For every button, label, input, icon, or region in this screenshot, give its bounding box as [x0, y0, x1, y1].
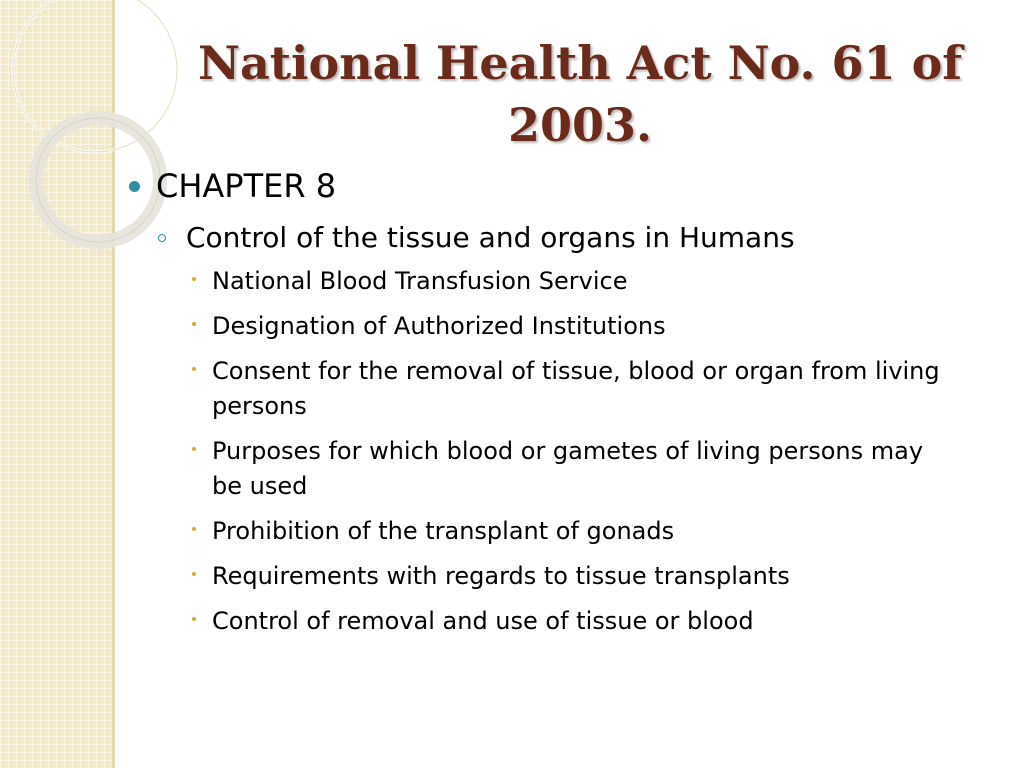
- title-line-2: 2003.: [507, 98, 653, 152]
- list-item: [122, 604, 982, 639]
- small-dot-bullet-icon: [192, 572, 196, 576]
- list-item-text: Consent for the removal of tissue, blood or organ from living persons: [212, 357, 940, 420]
- chapter-heading: CHAPTER 8: [156, 167, 337, 205]
- filled-circle-bullet-icon: [129, 181, 140, 192]
- list-item: [122, 354, 982, 424]
- subheading-text: Control of the tissue and organs in Humans: [186, 221, 795, 254]
- list-item: [122, 514, 982, 549]
- small-dot-bullet-icon: [192, 447, 196, 451]
- bullet-level2-subheading: [122, 218, 982, 258]
- small-dot-bullet-icon: [192, 527, 196, 531]
- small-dot-bullet-icon: [192, 322, 196, 326]
- list-item-text: Control of removal and use of tissue or blood: [212, 607, 754, 635]
- bullet-level1-chapter: [122, 164, 982, 208]
- list-item-text: Designation of Authorized Institutions: [212, 312, 666, 340]
- hollow-circle-bullet-icon: [158, 234, 166, 242]
- list-item-text: Purposes for which blood or gametes of living persons may be used: [212, 437, 924, 500]
- list-item-text: Requirements with regards to tissue transplants: [212, 562, 790, 590]
- list-item: [122, 559, 982, 594]
- small-dot-bullet-icon: [192, 617, 196, 621]
- list-item-text: National Blood Transfusion Service: [212, 267, 628, 295]
- list-item: [122, 309, 982, 344]
- small-dot-bullet-icon: [192, 277, 196, 281]
- bullet-list: [122, 264, 982, 639]
- list-item: [122, 434, 982, 504]
- slide-title: [160, 32, 1000, 156]
- list-item-text: Prohibition of the transplant of gonads: [212, 517, 675, 545]
- small-dot-bullet-icon: [192, 367, 196, 371]
- slide-body: [122, 164, 982, 649]
- title-line-1: National Health Act No. 61 of: [197, 36, 963, 90]
- list-item: [122, 264, 982, 299]
